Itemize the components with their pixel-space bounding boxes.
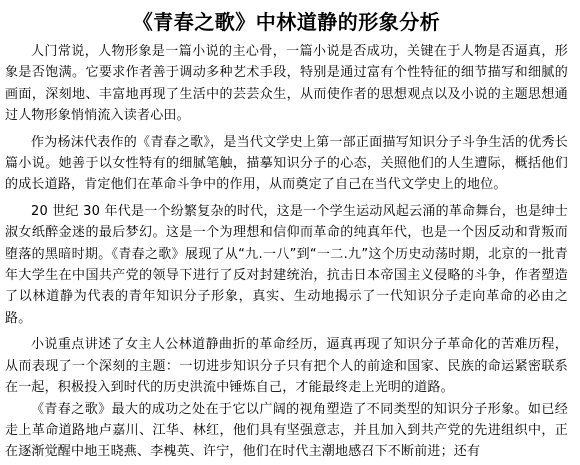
paragraph-characters: 《青春之歌》最大的成功之处在于它以广阔的视角塑造了不同类型的知识分子形象。如已经走上革命道路地卢嘉川、江华、林红，他们具有坚强意志，并且加入到共产党的先进组织中，正在逐渐觉醒中地王晓燕、李槐英、许宁，他们在时代主潮地感召下不断前进；还有 bbox=[5, 401, 568, 460]
document-page bbox=[5, 0, 568, 465]
paragraph-theme: 小说重点讲述了女主人公林道静曲折的革命经历，逼真再现了知识分子革命化的苦难历程，从而表现了一个深刻的主题：一切进步知识分子只有把个人的前途和国家、民族的命运紧密联系在一起，积极投入到时代的历史洪流中锤炼自己，才能最终走上光明的道路。 bbox=[5, 337, 568, 396]
paragraph-author: 作为杨沫代表作的《青春之歌》，是当代文学史上第一部正面描写知识分子斗争生活的优秀长篇小说。她善于以女性特有的细腻笔触，描摹知识分子的心态，关照他们的人生遭际，概括他们的成长道路，肯定他们在革命斗争中的作用，从而奠定了自己在当代文学史上的地位。 bbox=[5, 134, 568, 193]
page-title: 《青春之歌》中林道静的形象分析 bbox=[132, 10, 441, 34]
paragraph-era: 20 世纪 30 年代是一个纷繁复杂的时代，这是一个学生运动风起云涌的革命舞台，也是绅士淑女纸醉金迷的最后梦幻。这是一个为理想和信仰而革命的纯真年代，也是一个因反动和背叛而堕落的黑暗时期。《青春之歌》展现了从“九.一八”到“一二.九”这个历史动荡时期，北京的一批青年大学生在中国共产党的领导下进行了反对封建统治，抗击日本帝国主义侵略的斗争，作者塑造了以林道静为代表的青年知识分子形象，真实、生动地揭示了一代知识分子走向革命的必由之路。 bbox=[5, 203, 568, 326]
paragraph-intro: 人门常说，人物形象是一篇小说的主心骨，一篇小说是否成功，关键在于人物是否逼真，形象是否饱满。它要求作者善于调动多种艺术手段，特别是通过富有个性特征的细节描写和细腻的画面，深刻地、丰富地再现了生活中的芸芸众生，从而使作者的思想观点以及小说的主题思想通过人物形象悄悄流入读者心田。 bbox=[5, 44, 568, 124]
